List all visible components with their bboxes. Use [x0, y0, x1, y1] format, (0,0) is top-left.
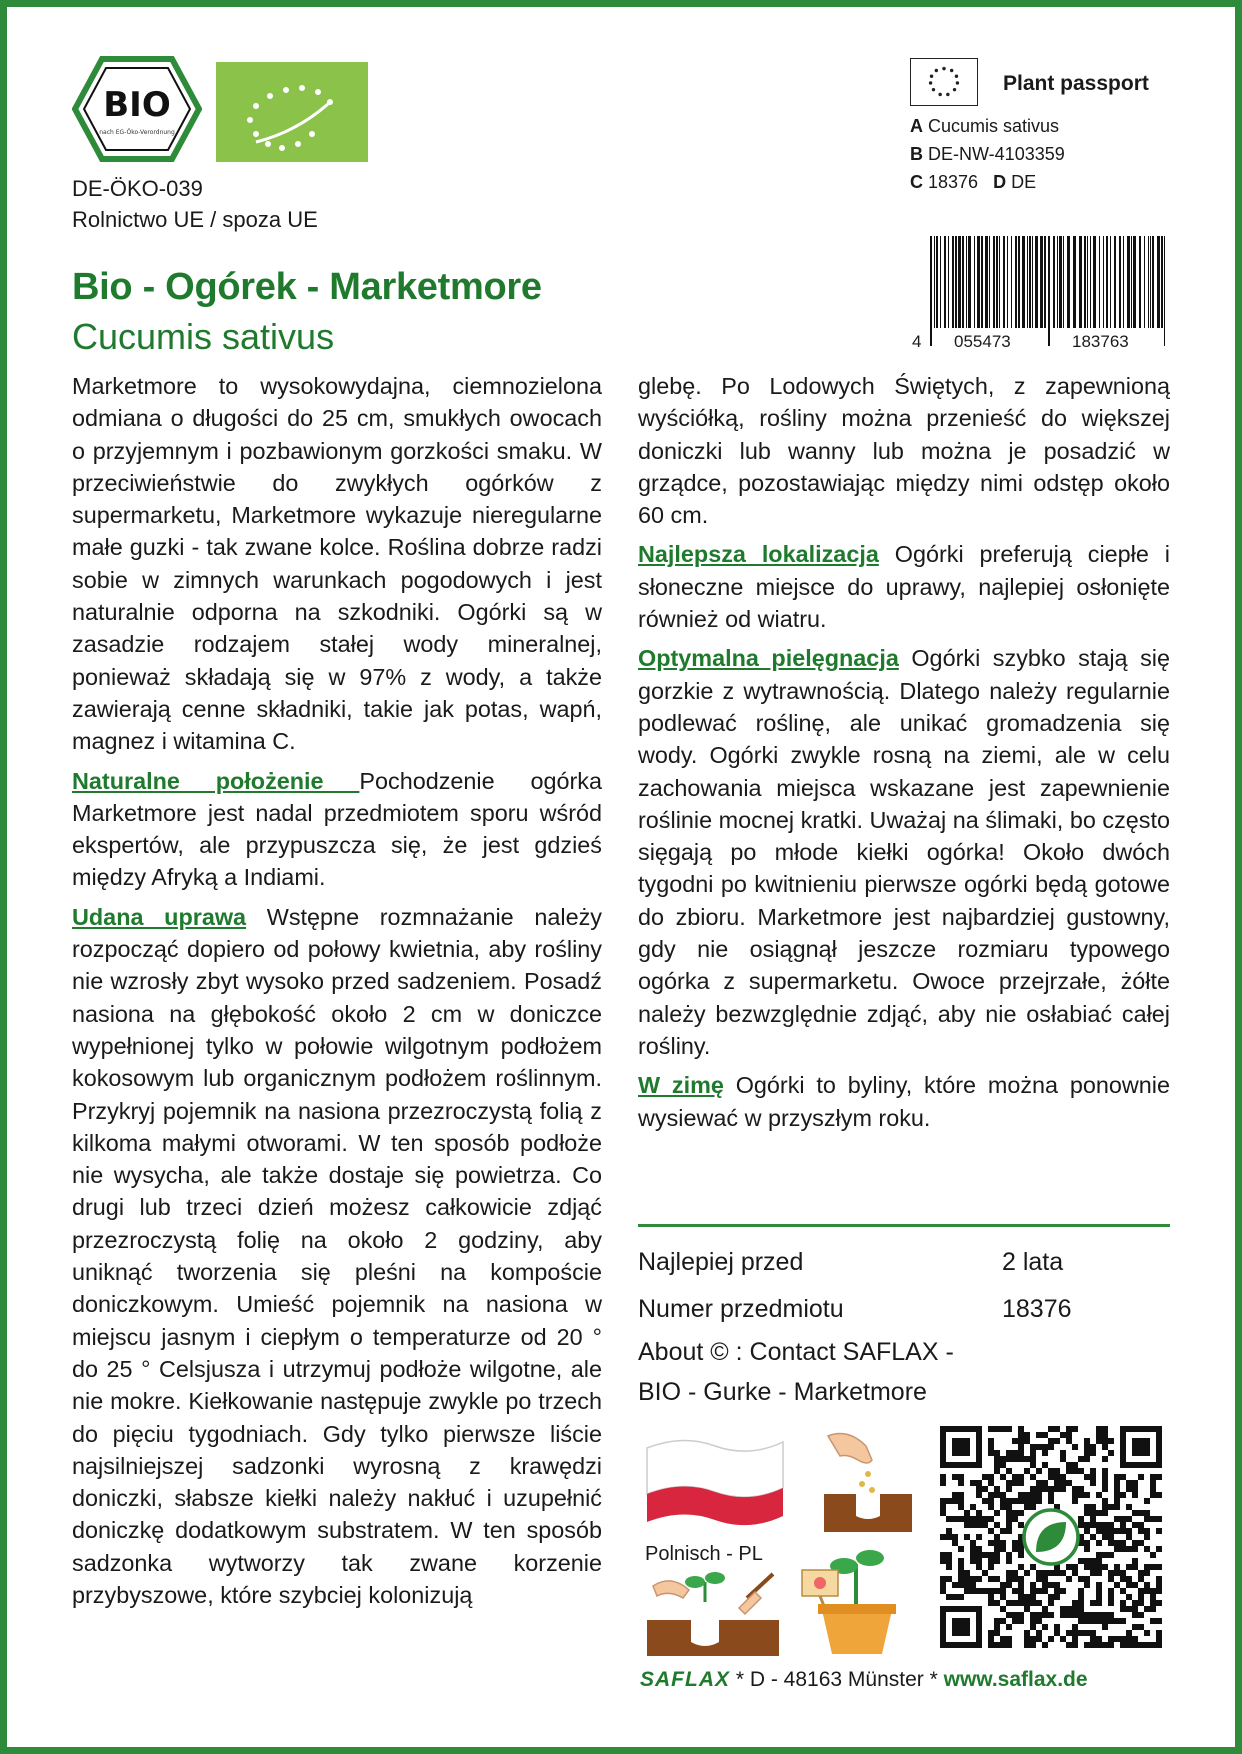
- eu-organic-leaf-logo: [216, 62, 368, 162]
- organic-control-code: DE-ÖKO-039: [72, 176, 203, 201]
- plant-passport-line-a: [910, 116, 1059, 137]
- product-title: Bio - Ogórek - Marketmore: [72, 266, 542, 308]
- bio-logo-text: BIO: [103, 85, 171, 125]
- language-label: Polnisch - PL: [645, 1543, 763, 1565]
- bio-seal-logo: [72, 56, 202, 162]
- winter-paragraph: [638, 1069, 1170, 1134]
- polish-flag-icon: [643, 1434, 787, 1534]
- intro-paragraph: Marketmore to wysokowydajna, ciemnozielona odmiana o długości do 25 cm, smukłych owocach o przyjemnym i pozbawionym gorzkości smaku. W przeciwieństwie do zwykłych ogórków z supermarketu, Marketmore wykazuje nieregularne małe guzki - tak zwane kolce. Roślina dobrze radzi sobie w zimnych warunkach pogodowych i jest naturalnie odporna na szkodniki. Ogórki są w zasadzie rodzajem stałej wody mineralnej, ponieważ składają się w 97% z wody, a także zawierają cenne składniki, takie jak potas, wapń, magnez i witamina C.: [72, 373, 602, 755]
- ean-barcode: [930, 236, 1170, 346]
- growing-paragraph: [72, 901, 602, 1612]
- origin-paragraph: [72, 765, 602, 894]
- footer: [640, 1668, 1088, 1692]
- barcode-digits-2: 055473: [954, 332, 1011, 351]
- pp-b-value: DE-NW-4103359: [928, 144, 1065, 164]
- qr-code: [940, 1426, 1162, 1648]
- pp-d-label: D: [993, 172, 1007, 192]
- right-text-column: [638, 370, 1170, 1141]
- pp-a-label: A: [910, 116, 923, 136]
- plant-passport-title: Plant passport: [1003, 72, 1149, 95]
- pp-a-value: Cucumis sativus: [928, 116, 1060, 136]
- transplanting-icon: [643, 1568, 783, 1658]
- plant-passport-line-b: [910, 144, 1065, 165]
- winter-text: Ogórki to byliny, które można ponownie wysiewać w przyszłym roku.: [638, 1072, 1171, 1131]
- continuation-paragraph: glebę. Po Lodowych Świętych, z zapewnioną wyściółką, rośliny można przenieść do większej doniczki lub wanny lub można je posadzić w grządce, pozostawiając między nimi odstęp około 60 cm.: [638, 373, 1170, 529]
- best-before-value: 2 lata: [1002, 1248, 1064, 1276]
- saflax-brand: SAFLAX: [640, 1668, 730, 1691]
- pp-c-label: C: [910, 172, 923, 192]
- pp-b-label: B: [910, 144, 923, 164]
- barcode-digit-1: 4: [912, 332, 922, 351]
- bio-logo-sub: nach EG-Öko-Verordnung: [99, 129, 175, 136]
- about-line-1: About © : Contact SAFLAX -: [638, 1338, 954, 1366]
- best-before-label: Najlepiej przed: [638, 1248, 804, 1276]
- origin-heading: Naturalne położenie: [72, 767, 360, 794]
- info-divider: [638, 1224, 1170, 1227]
- plant-passport-line-cd: [910, 172, 1036, 193]
- website-link[interactable]: www.saflax.de: [943, 1668, 1088, 1691]
- pp-d-value: DE: [1011, 172, 1037, 192]
- growing-text: Wstępne rozmnażanie należy rozpocząć dopiero od połowy kwietnia, aby rośliny nie wzrosły zbyt wysoko przed sadzeniem. Posadź nasiona na głębokość około 2 cm w doniczce wypełnionej tylko w połowie wilgotnym podłożem kokosowym lub organicznym podłożem roślinnym. Przykryj pojemnik na nasiona przezroczystą folią z kilkoma małymi otworami. W ten sposób podłoże nie wysycha, ale także dostaje się powietrza. Co drugi lub trzeci dzień możesz całkowicie zdjąć przezroczystą folię na około 2 godziny, aby uniknąć tworzenia się pleśni na kompoście doniczkowym. Umieść pojemnik na nasiona w miejscu jasnym i ciepłym o temperaturze od 20 ° do 25 ° Celsjusza i utrzymuj podłoże wilgotne, ale nie mokre. Kiełkowanie następuje zwykle po trzech do pięciu tygodniach. Gdy tylko pierwsze liście najsilniejszej sadzonki wyrosną z krawędzi doniczki, słabsze kiełki należy nakłuć i uzupełnić doniczkę dodatkowym substratem. W ten sposób sadzonka wytworzy tak zwane korzenie przybyszowe, które szybciej kolonizują: [72, 903, 602, 1608]
- location-paragraph: [638, 538, 1170, 635]
- footer-address: * D - 48163 Münster *: [730, 1668, 944, 1691]
- location-heading: Najlepsza lokalizacja: [638, 541, 879, 568]
- product-latin-name: Cucumis sativus: [72, 316, 335, 357]
- pp-c-value: 18376: [928, 172, 979, 192]
- origin-text: Pochodzenie ogórka Marketmore jest nadal przedmiotem sporu wśród ekspertów, ale przypuszcza się, że jest gdzieś między Afryką a Indiami.: [72, 767, 602, 891]
- location-text: Ogórki preferują ciepłe i słoneczne miejsce do uprawy, najlepiej osłonięte również od wiatru.: [638, 541, 1170, 633]
- agriculture-origin: Rolnictwo UE / spoza UE: [72, 207, 318, 232]
- care-text: Ogórki szybko stają się gorzkie z wytrawnością. Dlatego należy regularnie podlewać roślinę, ale unikać gromadzenia się wody. Ogórki zwykle rosną na ziemi, ale w celu zachowania miejsca wskazane jest zapewnienie roślinie mocnej kratki. Uważaj na ślimaki, bo często sięgają po młode kiełki ogórka! Około dwóch tygodni po kwitnieniu pierwsze ogórki będą gotowe do zbioru. Marketmore jest najbardziej gustowny, gdy nie osiągnął jeszcze rozmiaru typowego ogórka z supermarketu. Owoce przejrzałe, żółte należy bezwzględnie zdjąć, aby nie osłabiać całej rośliny.: [638, 645, 1170, 1059]
- care-paragraph: [638, 642, 1170, 1062]
- potted-plant-icon: [800, 1540, 910, 1656]
- item-number-value: 18376: [1002, 1295, 1072, 1323]
- item-number-label: Numer przedmiotu: [638, 1295, 844, 1323]
- growing-heading: Udana uprawa: [72, 903, 247, 930]
- about-line-2: BIO - Gurke - Marketmore: [638, 1378, 927, 1406]
- left-text-column: [72, 370, 602, 1618]
- winter-heading: W zimę: [638, 1072, 724, 1099]
- eu-flag-icon: [910, 58, 978, 106]
- sowing-seeds-icon: [818, 1426, 918, 1536]
- barcode-digits-3: 183763: [1072, 332, 1129, 351]
- care-heading: Optymalna pielęgnacja: [638, 645, 899, 672]
